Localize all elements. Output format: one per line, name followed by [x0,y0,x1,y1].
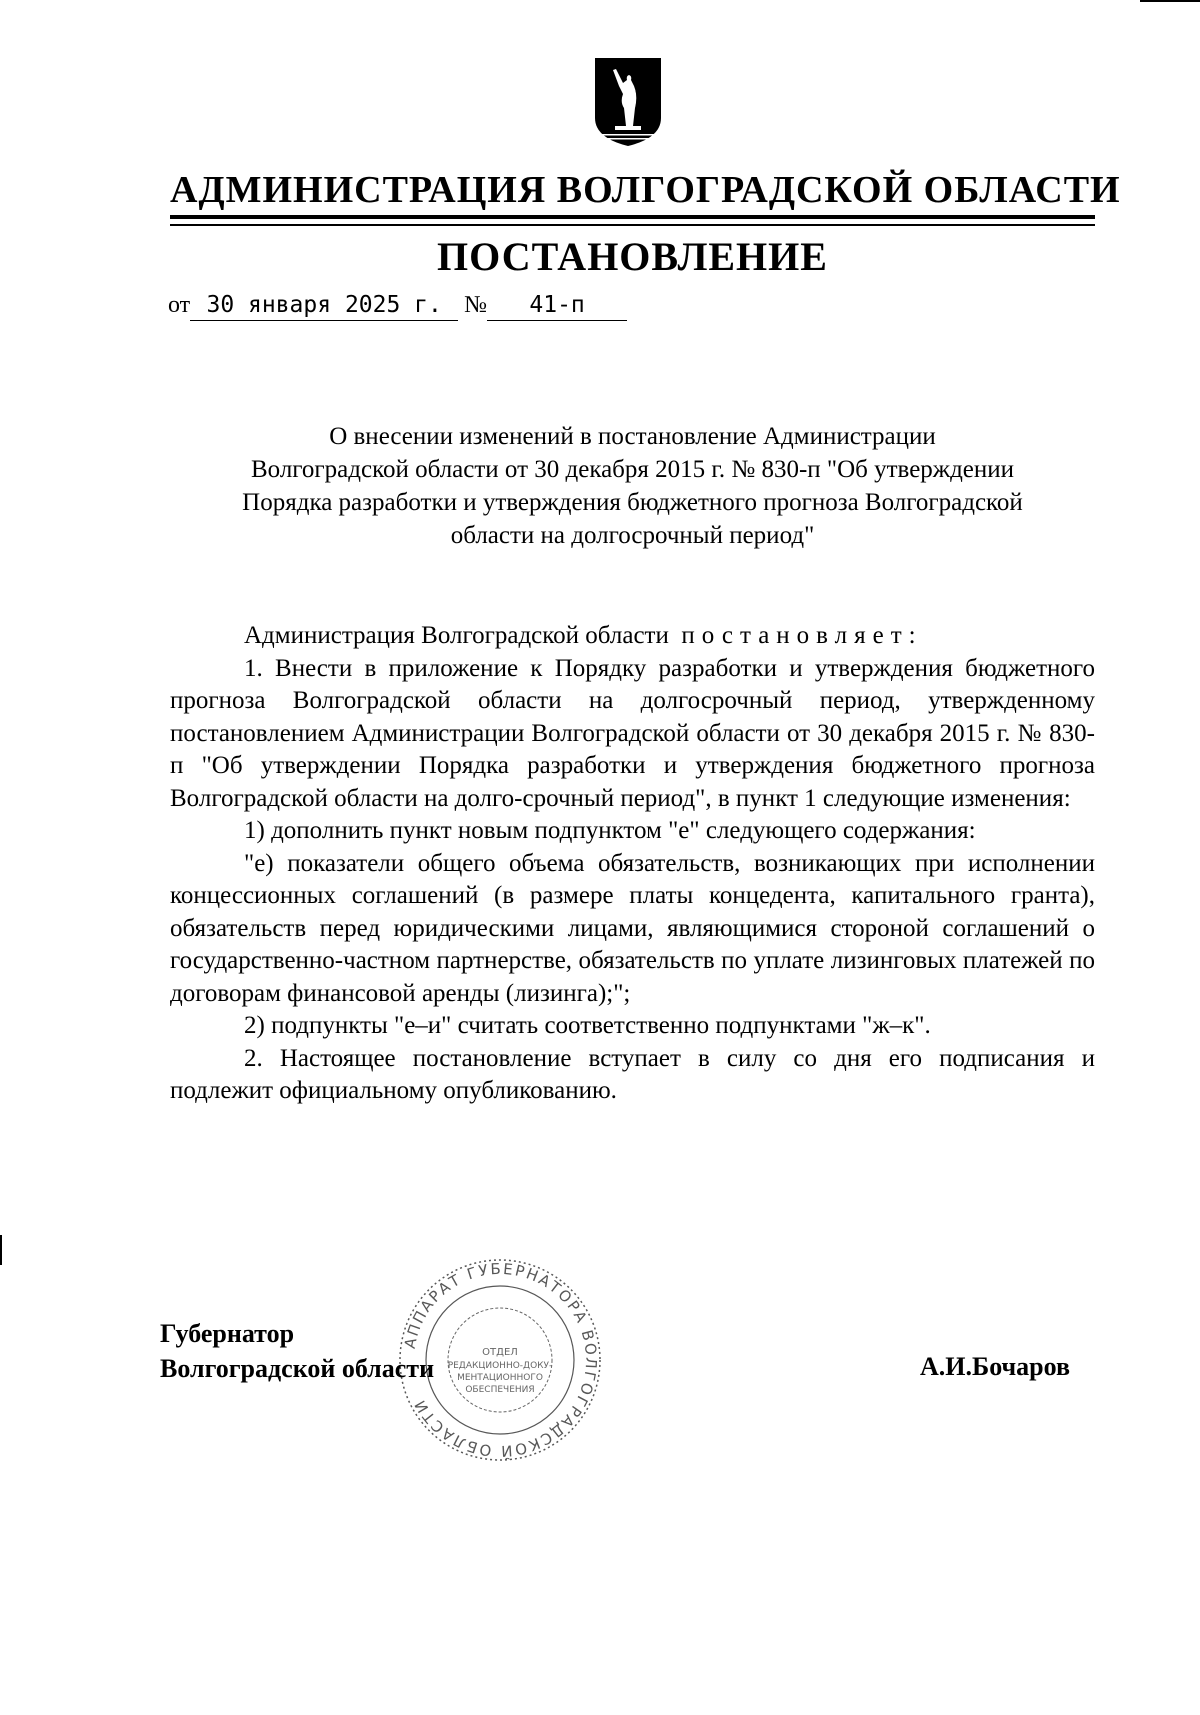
header-divider-thick [170,215,1095,219]
preamble-verb: постановляет: [681,622,923,649]
title-line: области на долгосрочный период" [450,522,815,549]
position-line-1: Губернатор [160,1319,295,1348]
number-field: 41-п [487,293,627,321]
subitem-1: 1) дополнить пункт новым подпунктом "е" следующего содержания: [244,817,976,844]
scan-edge-mark [1140,0,1200,2]
preamble-lead: Администрация Волгоградской области [244,622,669,649]
number-prefix: № [464,292,488,318]
signatory-name: А.И.Бочаров [920,1352,1071,1381]
subitem-2: 2) подпункты "е–и" считать соответственно подпунктами "ж–к". [244,1012,931,1039]
registration-line [168,292,627,321]
signatory-position [160,1316,434,1386]
document-title [170,420,1095,552]
document-type: ПОСТАНОВЛЕНИЕ [437,234,828,279]
item-1: 1. Внести в приложение к Порядку разработки и утверждения бюджетного прогноза Волгоградской области на долгосрочный период, утвержденному постановлением Администрации Волгоградской области от 30 декабря 2015 г. № 830-п "Об утверждении Порядка разработки и утверждения бюджетного прогноза Волгоградской области на долго-срочный период", в пункт 1 следующие изменения: [170,654,1095,812]
svg-text:РЕДАКЦИОННО-ДОКУ-: РЕДАКЦИОННО-ДОКУ- [447,1361,553,1371]
scan-edge-mark [0,1235,2,1265]
header-divider-thin [170,224,1095,226]
item-2: 2. Настоящее постановление вступает в силу со дня его подписания и подлежит официальному опубликованию. [170,1044,1095,1104]
date-prefix: от [168,292,191,318]
date-field: 30 января 2025 г. [190,293,458,321]
position-line-2: Волгоградской области [160,1354,435,1383]
title-line: Волгоградской области от 30 декабря 2015 г. № 830-п "Об утверждении [250,456,1015,483]
preamble [170,620,1095,653]
document-body [170,620,1095,1108]
svg-text:МЕНТАЦИОННОГО: МЕНТАЦИОННОГО [457,1373,543,1383]
svg-text:ОТДЕЛ: ОТДЕЛ [482,1347,518,1358]
svg-text:АППАРАТ ГУБЕРНАТОРА ВОЛГОГРАДС: АППАРАТ ГУБЕРНАТОРА ВОЛГОГРАДСКОЙ ОБЛАСТИ [400,1259,601,1461]
organization-name: АДМИНИСТРАЦИЯ ВОЛГОГРАДСКОЙ ОБЛАСТИ [170,169,1121,211]
coat-of-arms-icon [593,56,663,148]
quoted-subpoint-e: "е) показатели общего объема обязательств, возникающих при исполнении концессионных соглашений (в размере платы концедента, капитального гранта), обязательств перед юридическими лицами, являющимися стороной соглашений о государственно-частном партнерстве, обязательств по уплате лизинговых платежей по договорам финансовой аренды (лизинга);"; [170,849,1095,1007]
title-line: Порядка разработки и утверждения бюджетного прогноза Волгоградской [242,489,1023,516]
title-line: О внесении изменений в постановление Администрации [329,423,936,450]
svg-text:ОБЕСПЕЧЕНИЯ: ОБЕСПЕЧЕНИЯ [465,1385,535,1395]
